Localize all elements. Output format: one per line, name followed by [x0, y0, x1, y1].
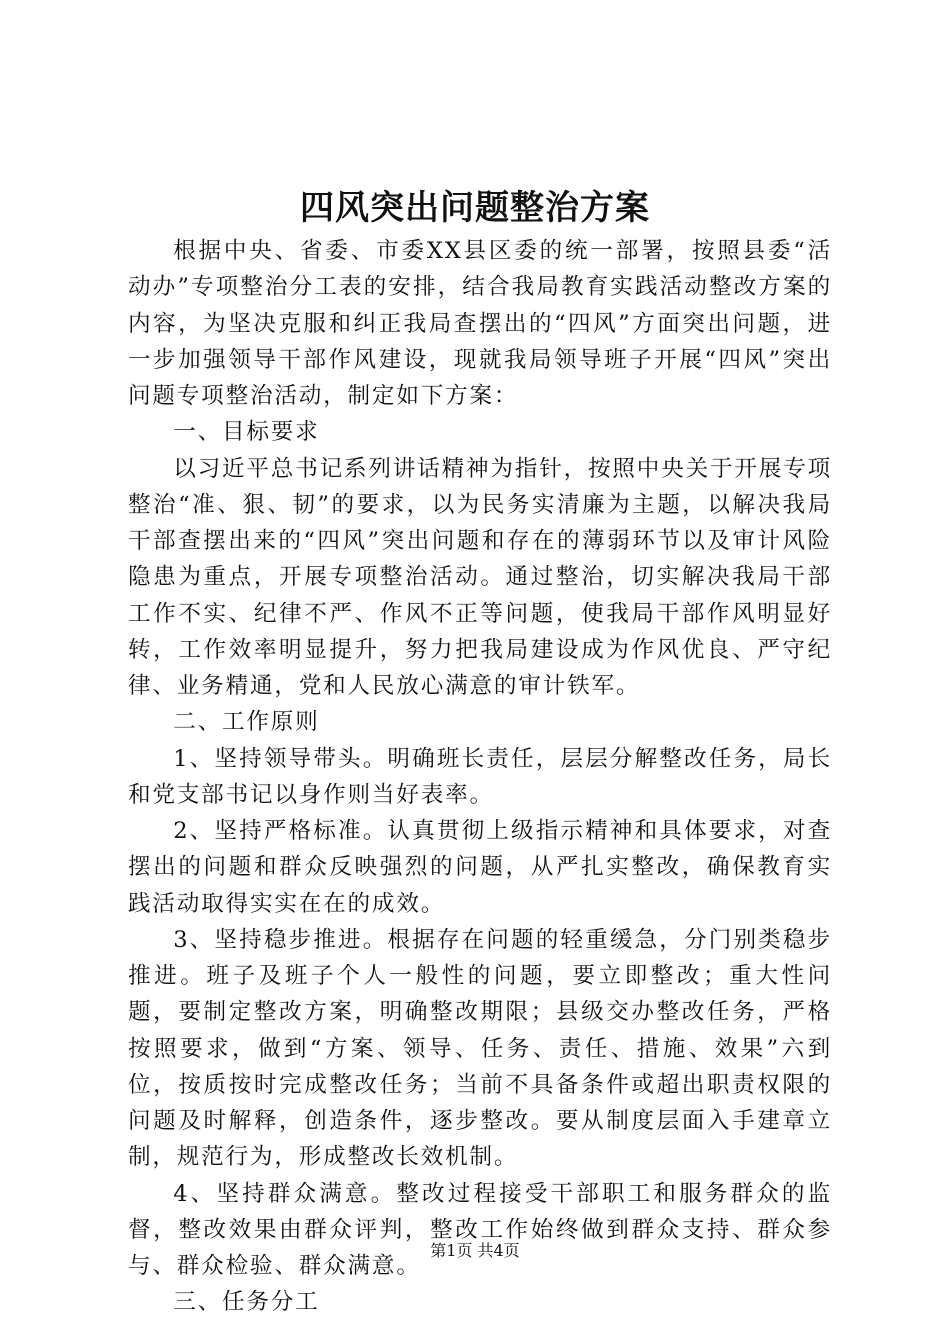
intro-paragraph: 根据中央、省委、市委XX县区委的统一部署，按照县委“活动办”专项整治分工表的安排，结合我局教育实践活动整改方案的内容，为坚决克服和纠正我局查摆出的“四风”方面突出问题，进一步加强领导干部作风建设，现就我局领导班子开展“四风”突出问题专项整治活动，制定如下方案： — [128, 238, 832, 409]
principle-item-3: 3、坚持稳步推进。根据存在问题的轻重缓急，分门别类稳步推进。班子及班子个人一般性的问题，要立即整改；重大性问题，要制定整改方案，明确整改期限；县级交办整改任务，严格按照要求，做到“方案、领导、任务、责任、措施、效果”六到位，按质按时完成整改任务；当前不具备条件或超出职责权限的问题及时解释，创造条件，逐步整改。要从制度层面入手建章立制，规范行为，形成整改长效机制。 — [128, 926, 832, 1171]
section-heading-goals: 一、目标要求 — [173, 419, 320, 446]
principle-item-4: 4、坚持群众满意。整改过程接受干部职工和服务群众的监督，整改效果由群众评判，整改工作始终做到群众支持、群众参与、群众检验、群众满意。 — [128, 1180, 832, 1279]
goals-paragraph: 以习近平总书记系列讲话精神为指针，按照中央关于开展专项整治“准、狠、韧”的要求，以为民务实清廉为主题，以解决我局干部查摆出来的“四风”突出问题和存在的薄弱环节以及审计风险隐患为重点，开展专项整治活动。通过整治，切实解决我局干部工作不实、纪律不严、作风不正等问题，使我局干部作风明显好转，工作效率明显提升，努力把我局建设成为作风优良、严守纪律、业务精通，党和人民放心满意的审计铁军。 — [128, 455, 832, 699]
page-footer: 第1页 共4页 — [430, 1241, 520, 1260]
principle-item-1: 1、坚持领导带头。明确班长责任，层层分解整改任务，局长和党支部书记以身作则当好表率。 — [128, 745, 832, 808]
section-heading-principles: 二、工作原则 — [173, 709, 320, 736]
section-heading-tasks: 三、任务分工 — [173, 1289, 320, 1316]
principle-item-2: 2、坚持严格标准。认真贯彻上级指示精神和具体要求，对查摆出的问题和群众反映强烈的问题，从严扎实整改，确保教育实践活动取得实实在在的成效。 — [128, 818, 832, 917]
document-title: 四风突出问题整治方案 — [300, 188, 650, 228]
document-body — [128, 233, 832, 1321]
